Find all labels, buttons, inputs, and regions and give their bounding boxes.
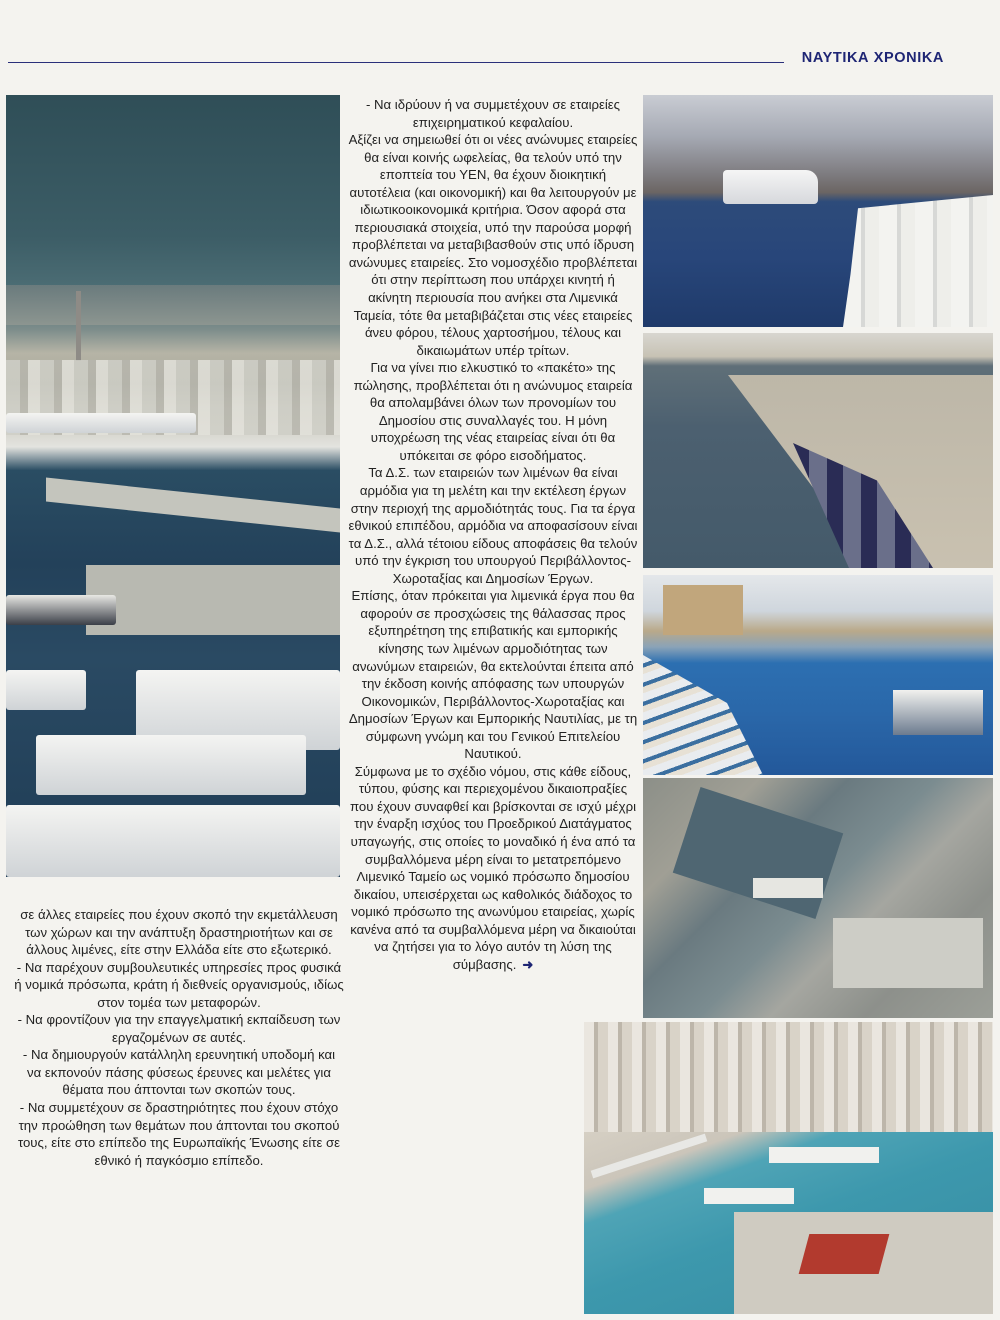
warehouse [753, 878, 823, 898]
ship [36, 735, 306, 795]
heraklion-harbour-photo [643, 575, 993, 775]
continue-arrow-icon: ➜ [522, 956, 534, 972]
town-blocks [584, 1022, 993, 1132]
article-paragraph: - Να παρέχουν συμβουλευτικές υπηρεσίες προς φυσικά ή νομικά πρόσωπα, κράτη ή διεθνείς οργανισμούς, ιδίως στον τομέα των μεταφορών. [14, 959, 344, 1010]
dock-area [833, 918, 983, 988]
industrial-port-aerial-photo [643, 778, 993, 1018]
article-paragraph: σε άλλες εταιρείες που έχουν σκοπό την εκμετάλλευση των χώρων και την ανάπτυξη δραστηριοτήτων και σε άλλους λιμένες, είτε στην Ελλάδα είτε στο εξωτερικό. [20, 907, 338, 958]
water-basin [673, 787, 843, 919]
article-paragraph: Για να γίνει πιο ελκυστικό το «πακέτο» της πώλησης, προβλέπεται ότι η ανώνυμος εταιρεία θα απολαμβάνει όλων των προνομίων του Δημοσίου στις συναλλαγές του. Η μόνη υποχρέωση της νέας εταιρείας είναι ότι θα υπόκειται σε φόρο εισοδήματος. [353, 360, 633, 463]
thessaloniki-port-photo [6, 95, 340, 877]
ship [6, 805, 340, 877]
mykonos-harbour-photo [643, 95, 993, 327]
concrete-pier-photo [643, 333, 993, 568]
article-paragraph: Τα Δ.Σ. των εταιρειών των λιμένων θα είναι αρμόδια για τη μελέτη και την εκτέλεση έργων στην περιοχή της αρμοδιότητάς τους. Για τα έργα εθνικού επιπέδου, αρμόδια να αποφασίσουν είναι τα Δ.Σ., αλλά τέτοιου είδους αποφάσεις θα τελούν υπό την έγκριση του υπουργού Περιβάλλοντος-Χωροταξίας και Δημοσίων Έργων. [348, 465, 638, 586]
fishing-boats [643, 655, 763, 775]
fortress [663, 585, 743, 635]
article-paragraph: - Να ιδρύουν ή να συμμετέχουν σε εταιρείες επιχειρηματικού κεφαλαίου. [365, 97, 621, 130]
header-rule [8, 62, 784, 63]
distant-hills [6, 285, 340, 325]
article-paragraph: Αξίζει να σημειωθεί ότι οι νέες ανώνυμες εταιρείες θα είναι κοινής ωφελείας, θα τελούν υπό την εποπτεία του ΥΕΝ, θα έχουν διοικητική αυτοτέλεια (και οικονομική) και θα λειτουργούν με ιδιωτικοοικονομικά κριτήρια. Όσον αφορά στα περιουσιακά στοιχεία, υπό την παρούσα μορφή προβλέπεται να μεταβιβασθούν στις υπό ίδρυση ανώνυμες εταιρείες. Στο νομοσχέδιο προβλέπεται ότι στην περίπτωση που υπάρχει κινητή ή ακίνητη περιουσία που ανήκει στα Λιμενικά Ταμεία, τότε θα μεταβιβάζεται στις νέες εταιρείες άνευ φόρου, τέλους χαρτοσήμου, τέλους και δικαιωμάτων υπέρ τρίτων. [348, 132, 638, 358]
ship [6, 413, 196, 433]
moored-boat [893, 690, 983, 735]
white-houses [843, 195, 993, 327]
cruise-ship [723, 170, 818, 204]
red-roof-warehouse [799, 1234, 890, 1274]
article-paragraph: - Να δημιουργούν κατάλληλη ερευνητική υποδομή και να εκπονούν πάσης φύσεως έρευνες και μελέτες για θέματα που άπτονται των σκοπών τους. [22, 1047, 336, 1098]
ship [6, 595, 116, 625]
kavala-harbour-photo [584, 1022, 993, 1314]
article-paragraph: - Να συμμετέχουν σε δραστηριότητες που έχουν στόχο την προώθηση των θεμάτων που άπτονται του σκοπού τους, είτε στο επίπεδο της Ευρωπαϊκής Ένωσης είτε σε εθνικό ή παγκόσμιο επίπεδο. [17, 1100, 341, 1168]
breakwater [591, 1134, 708, 1179]
ship [6, 670, 86, 710]
article-paragraph: Σύμφωνα με το σχέδιο νόμου, στις κάθε είδους, τύπου, φύσης και περιεχομένου δικαιοπραξίες που έχουν συναφθεί και βρίσκονται σε ισχύ μέχρι την έναρξη ισχύος του Προεδρικού Διατάγματος υπαγωγής, στις οποίες το μοναδικό ή ένα από τα συμβαλλόμενα μέρη είναι το μετατρεπόμενο Λιμενικό Ταμείο ως νομικό πρόσωπο δημοσίου δικαίου, υπεισέρχεται ως καθολικός διάδοχος το νομικό πρόσωπο της ανωνύμου εταιρείας, χωρίς κανένα από τα συμβαλλόμενα μέρη να δικαιούται να ζητήσει για το λόγο αυτόν τη λύση της σύμβασης. ➜ [349, 763, 637, 972]
article-paragraph: Επίσης, όταν πρόκειται για λιμενικά έργα που θα αφορούν σε προσχώσεις της θάλασσας προς εξυπηρέτηση της επιβατικής και εμπορικής κίνησης των λιμένων αρμοδιότητας των ανωνύμων εταιρειών, θα εκτελούνται έπειτα από την έκδοση κοινής απόφασης των υπουργών Οικονομικών, Περιβάλλοντος-Χωροταξίας και Δημοσίων Έργων και Εμπορικής Ναυτιλίας, με τη σύμφωνη γνώμη και του Γενικού Επιτελείου Ναυτικού. [348, 588, 638, 762]
pier [86, 565, 340, 635]
chimney [76, 291, 81, 361]
article-paragraph: - Να φροντίζουν για την επαγγελματική εκπαίδευση των εργαζομένων σε αυτές. [17, 1012, 341, 1045]
article-middle-column [348, 96, 638, 973]
pier [46, 478, 340, 533]
section-title: ΝΑΥΤΙΚΑ ΧΡΟΝΙΚΑ [801, 50, 944, 66]
article-left-column [14, 906, 344, 1169]
ship [769, 1147, 879, 1163]
ship [704, 1188, 794, 1204]
